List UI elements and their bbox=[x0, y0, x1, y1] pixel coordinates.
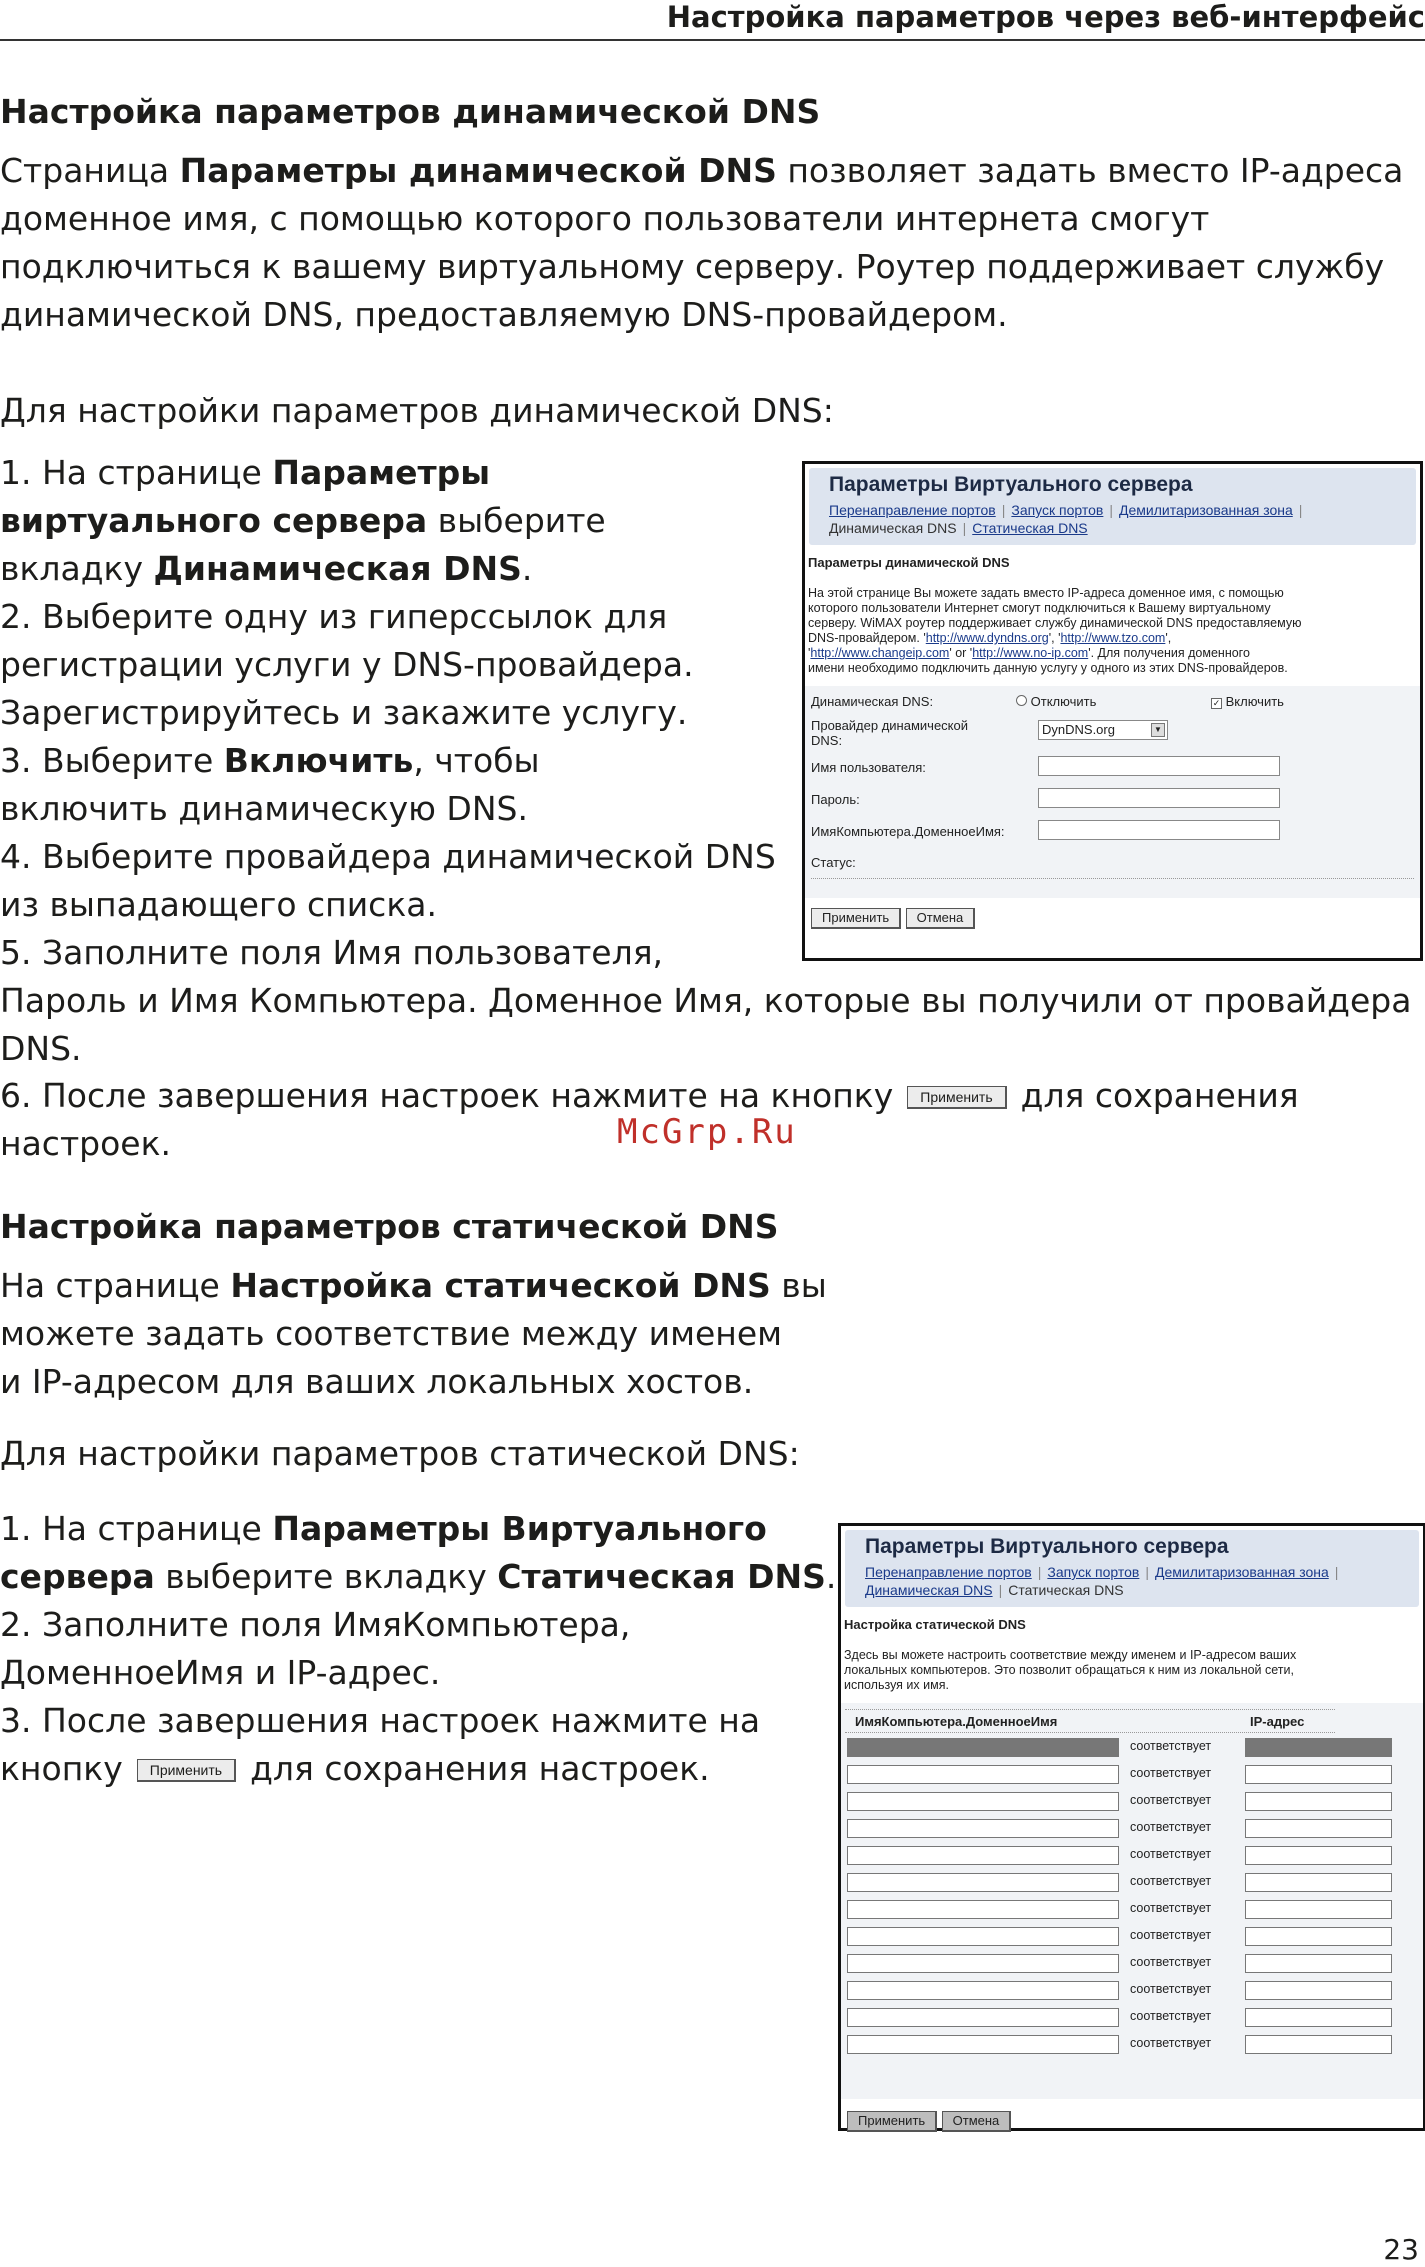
match-label: соответствует bbox=[1130, 1901, 1212, 1915]
match-label: соответствует bbox=[1130, 1820, 1212, 1834]
section2-step-last bbox=[0, 1745, 710, 1793]
hostname-input[interactable] bbox=[847, 1927, 1119, 1946]
hostname-input[interactable] bbox=[847, 1765, 1119, 1784]
step6-text-last: настроек. bbox=[0, 1124, 172, 1163]
hostname-input[interactable] bbox=[1038, 820, 1280, 840]
col-ip-header: IP-адрес bbox=[1250, 1714, 1305, 1729]
match-label: соответствует bbox=[1130, 1955, 1212, 1969]
shot2-subtitle: Настройка статической DNS bbox=[844, 1617, 1026, 1632]
match-label: соответствует bbox=[1130, 2009, 1212, 2023]
shot1-subtitle: Параметры динамической DNS bbox=[808, 555, 1010, 570]
chevron-down-icon: ▼ bbox=[1151, 723, 1165, 737]
text-run: выберите вкладку bbox=[154, 1557, 498, 1596]
provider-value: DynDNS.org bbox=[1042, 722, 1115, 737]
shot2-description bbox=[844, 1648, 1423, 1693]
tab-port-triggering[interactable]: Запуск портов bbox=[1011, 502, 1104, 518]
bold-term: Параметры динамической DNS bbox=[179, 151, 777, 190]
ip-input[interactable] bbox=[1245, 1792, 1392, 1811]
text-run: . bbox=[825, 1557, 837, 1596]
text-run: выберите bbox=[427, 501, 606, 540]
text-line bbox=[0, 195, 1403, 243]
text-run: На странице bbox=[0, 1266, 231, 1305]
section2-steps bbox=[0, 1505, 836, 1745]
watermark: McGrp.Ru bbox=[617, 1112, 797, 1152]
radio-off-label: Отключить bbox=[1030, 694, 1097, 709]
desc-line: 'http://www.changeip.com' or 'http://www.no-ip.com'. Для получения доменного bbox=[808, 646, 1250, 660]
text-run: ДоменноеИмя и IP-адрес. bbox=[0, 1653, 441, 1692]
hostname-input[interactable] bbox=[847, 1981, 1119, 2000]
match-label: соответствует bbox=[1130, 2036, 1212, 2050]
tab-static-dns[interactable]: Статическая DNS bbox=[972, 520, 1088, 536]
text-run: из выпадающего списка. bbox=[0, 885, 437, 924]
text-run: 2. Заполните поля ИмяКомпьютера, bbox=[0, 1605, 631, 1644]
match-label: соответствует bbox=[1130, 1982, 1212, 1996]
text-run: доменное имя, с помощью которого пользователи интернета смогут bbox=[0, 199, 1210, 238]
provider-label-2: DNS: bbox=[811, 733, 843, 748]
ip-input[interactable] bbox=[1245, 1873, 1392, 1892]
tab-dmz[interactable]: Демилитаризованная зона bbox=[1155, 1564, 1329, 1580]
ip-input[interactable] bbox=[1245, 1819, 1392, 1838]
row-provider bbox=[811, 718, 1414, 752]
provider-select[interactable] bbox=[1038, 720, 1168, 740]
ip-input[interactable] bbox=[1245, 2035, 1392, 2054]
row-hostname bbox=[811, 816, 1414, 848]
text-run: динамической DNS, предоставляемую DNS-провайдером. bbox=[0, 295, 1008, 334]
inline-apply-button-2: Применить bbox=[137, 1759, 236, 1782]
text-run: 3. Выберите bbox=[0, 741, 224, 780]
match-label: соответствует bbox=[1130, 1739, 1212, 1753]
screenshot-dynamic-dns bbox=[802, 461, 1423, 961]
hostname-input[interactable] bbox=[847, 1846, 1119, 1865]
shot1-header bbox=[809, 468, 1416, 545]
hostname-input[interactable] bbox=[847, 2035, 1119, 2054]
text-run: вкладку bbox=[0, 549, 154, 588]
shot1-buttons bbox=[805, 898, 1420, 939]
desc-line: используя их имя. bbox=[844, 1678, 949, 1692]
radio-on-label: Включить bbox=[1225, 694, 1284, 709]
text-line bbox=[0, 147, 1403, 195]
hostname-input[interactable] bbox=[847, 2008, 1119, 2027]
section1-lead: Для настройки параметров динамической DNS: bbox=[0, 391, 834, 430]
bold-term: Параметры bbox=[272, 453, 491, 492]
bold-term: сервера bbox=[0, 1557, 155, 1596]
apply-button[interactable]: Применить bbox=[847, 2111, 937, 2132]
text-run: Страница bbox=[0, 151, 180, 190]
bold-term: Динамическая DNS bbox=[153, 549, 522, 588]
section1-intro bbox=[0, 147, 1403, 339]
text-run: 1. На странице bbox=[0, 1509, 273, 1548]
ip-input[interactable] bbox=[1245, 1954, 1392, 1973]
tab-dynamic-dns[interactable]: Динамическая DNS bbox=[829, 520, 957, 536]
section-heading-dynamic-dns: Настройка параметров динамической DNS bbox=[0, 92, 821, 131]
text-line bbox=[0, 1358, 827, 1406]
desc-line: DNS-провайдером. 'http://www.dyndns.org', 'http://www.tzo.com', bbox=[808, 631, 1172, 645]
text-run: 5. Заполните поля Имя пользователя, bbox=[0, 933, 664, 972]
provider-label: Провайдер динамической bbox=[811, 718, 968, 733]
table-row bbox=[845, 1787, 1419, 1814]
shot1-title: Параметры Виртуального сервера bbox=[829, 473, 1193, 496]
shot2-header bbox=[845, 1530, 1419, 1607]
bold-term: виртуального сервера bbox=[0, 501, 428, 540]
tab-port-forwarding[interactable]: Перенаправление портов bbox=[865, 1564, 1032, 1580]
radio-on[interactable]: ✓ bbox=[1212, 698, 1221, 708]
desc-line: которого пользователи Интернет смогут подключиться к Вашему виртуальному bbox=[808, 601, 1271, 615]
desc-line: На этой странице Вы можете задать вместо IP-адреса доменное имя, с помощью bbox=[808, 586, 1284, 600]
text-line bbox=[0, 1505, 836, 1553]
tab-port-forwarding[interactable]: Перенаправление портов bbox=[829, 502, 996, 518]
text-line bbox=[0, 243, 1403, 291]
link-changeip[interactable]: http://www.changeip.com bbox=[810, 646, 950, 660]
table-row bbox=[845, 1895, 1419, 1922]
ip-input[interactable] bbox=[1245, 1927, 1392, 1946]
ip-input[interactable] bbox=[1245, 1846, 1392, 1865]
link-dyndns[interactable]: http://www.dyndns.org bbox=[925, 631, 1049, 645]
match-label: соответствует bbox=[1130, 1928, 1212, 1942]
shot2-tabs: Перенаправление портов | Запуск портов | Демилитаризованная зона | Динамическая DNS | Статическая DNS bbox=[865, 1564, 1339, 1598]
username-label: Имя пользователя: bbox=[811, 760, 926, 775]
text-run: и IP-адресом для ваших локальных хостов. bbox=[0, 1362, 754, 1401]
row-username bbox=[811, 752, 1414, 784]
row-password bbox=[811, 784, 1414, 816]
table-row bbox=[845, 2003, 1419, 2030]
link-tzo[interactable]: http://www.tzo.com bbox=[1060, 631, 1166, 645]
text-run: DNS. bbox=[0, 1029, 82, 1068]
text-run: включить динамическую DNS. bbox=[0, 789, 528, 828]
table-row bbox=[845, 1760, 1419, 1787]
section2-intro bbox=[0, 1262, 827, 1406]
text-line bbox=[0, 1553, 836, 1601]
step6-text-after: для сохранения bbox=[1020, 1076, 1299, 1115]
ip-input[interactable] bbox=[1245, 2008, 1392, 2027]
hostname-input[interactable] bbox=[847, 1954, 1119, 1973]
screenshot-static-dns bbox=[838, 1523, 1425, 2131]
ip-input[interactable] bbox=[1245, 1981, 1392, 2000]
apply-button[interactable]: Применить bbox=[811, 908, 901, 929]
tab-port-triggering[interactable]: Запуск портов bbox=[1047, 1564, 1140, 1580]
shot2-title: Параметры Виртуального сервера bbox=[865, 1535, 1229, 1558]
shot2-buttons bbox=[841, 2099, 1423, 2144]
table-header bbox=[845, 1710, 1419, 1732]
desc-line: локальных компьютеров. Это позволит обращаться к ним из локальной сети, bbox=[844, 1663, 1294, 1677]
status-label: Статус: bbox=[811, 855, 856, 870]
shot2-table bbox=[841, 1703, 1423, 2099]
inline-apply-button: Применить bbox=[907, 1086, 1006, 1109]
text-run: Пароль и Имя Компьютера. Доменное Имя, которые вы получили от провайдера bbox=[0, 981, 1412, 1020]
hostname-label: ИмяКомпьютера.ДоменноеИмя: bbox=[811, 824, 1005, 839]
match-label: соответствует bbox=[1130, 1847, 1212, 1861]
table-row bbox=[845, 1922, 1419, 1949]
step6-text: 6. После завершения настроек нажмите на кнопку bbox=[0, 1076, 894, 1115]
row-status bbox=[811, 848, 1414, 878]
text-run: , чтобы bbox=[413, 741, 540, 780]
text-run: 1. На странице bbox=[0, 453, 273, 492]
step-last-text-after: для сохранения настроек. bbox=[250, 1749, 710, 1788]
ip-input[interactable] bbox=[1245, 1738, 1392, 1757]
text-line bbox=[0, 1262, 827, 1310]
text-run: регистрации услуги у DNS-провайдера. bbox=[0, 645, 694, 684]
text-run: подключиться к вашему виртуальному серверу. Роутер поддерживает службу bbox=[0, 247, 1385, 286]
table-row bbox=[845, 2030, 1419, 2057]
tab-static-dns[interactable]: Статическая DNS bbox=[1008, 1582, 1124, 1598]
match-label: соответствует bbox=[1130, 1874, 1212, 1888]
text-line bbox=[0, 1601, 836, 1649]
text-run: вы bbox=[770, 1266, 827, 1305]
hostname-input[interactable] bbox=[847, 1738, 1119, 1757]
header-divider bbox=[0, 39, 1425, 41]
table-row bbox=[845, 1949, 1419, 1976]
radio-on-group bbox=[1211, 694, 1284, 709]
hostname-input[interactable] bbox=[847, 1819, 1119, 1838]
cancel-button[interactable]: Отмена bbox=[942, 2111, 1012, 2132]
match-label: соответствует bbox=[1130, 1766, 1212, 1780]
divider bbox=[811, 878, 1414, 879]
hostname-input[interactable] bbox=[847, 1873, 1119, 1892]
link-noip[interactable]: http://www.no-ip.com bbox=[972, 646, 1089, 660]
hostname-input[interactable] bbox=[847, 1792, 1119, 1811]
tab-dmz[interactable]: Демилитаризованная зона bbox=[1119, 502, 1293, 518]
table-rows bbox=[845, 1733, 1419, 2057]
text-run: . bbox=[521, 549, 533, 588]
text-line bbox=[0, 977, 1411, 1025]
bold-term: Включить bbox=[223, 741, 414, 780]
ip-input[interactable] bbox=[1245, 1765, 1392, 1784]
ip-input[interactable] bbox=[1245, 1900, 1392, 1919]
text-run: 2. Выберите одну из гиперссылок для bbox=[0, 597, 668, 636]
shot1-form bbox=[805, 686, 1420, 898]
table-row bbox=[845, 1841, 1419, 1868]
text-run: Зарегистрируйтесь и закажите услугу. bbox=[0, 693, 688, 732]
table-row bbox=[845, 1733, 1419, 1760]
username-input[interactable] bbox=[1038, 756, 1280, 776]
radio-off[interactable] bbox=[1016, 695, 1027, 706]
bold-term: Настройка статической DNS bbox=[230, 1266, 771, 1305]
tab-dynamic-dns[interactable]: Динамическая DNS bbox=[865, 1582, 993, 1598]
step-last-text: кнопку bbox=[0, 1749, 123, 1788]
cancel-button[interactable]: Отмена bbox=[906, 908, 976, 929]
text-line bbox=[0, 1697, 836, 1745]
text-run: можете задать соответствие между именем bbox=[0, 1314, 783, 1353]
text-run: 3. После завершения настроек нажмите на bbox=[0, 1701, 761, 1740]
table-row bbox=[845, 1814, 1419, 1841]
text-line bbox=[0, 1310, 827, 1358]
ddns-label: Динамическая DNS: bbox=[811, 694, 934, 709]
col-host-header: ИмяКомпьютера.ДоменноеИмя bbox=[855, 1714, 1058, 1729]
bold-term: Статическая DNS bbox=[497, 1557, 826, 1596]
page-number: 23 bbox=[1383, 2233, 1419, 2266]
running-header: Настройка параметров через веб-интерфейс bbox=[666, 0, 1425, 34]
shot1-description bbox=[808, 586, 1420, 676]
password-input[interactable] bbox=[1038, 788, 1280, 808]
radio-off-group bbox=[1016, 694, 1096, 709]
desc-line: Здесь вы можете настроить соответствие между именем и IP-адресом ваших bbox=[844, 1648, 1297, 1662]
bold-term: Параметры Виртуального bbox=[272, 1509, 767, 1548]
table-row bbox=[845, 1976, 1419, 2003]
text-line bbox=[0, 291, 1403, 339]
desc-line: серверу. WiMAX роутер поддерживает службу динамической DNS предоставляемую bbox=[808, 616, 1302, 630]
text-run: 4. Выберите провайдера динамической DNS bbox=[0, 837, 776, 876]
text-line bbox=[0, 1025, 1411, 1073]
row-ddns-toggle bbox=[811, 694, 1414, 718]
section2-lead: Для настройки параметров статической DNS: bbox=[0, 1434, 800, 1473]
password-label: Пароль: bbox=[811, 792, 860, 807]
hostname-input[interactable] bbox=[847, 1900, 1119, 1919]
shot1-tabs: Перенаправление портов | Запуск портов | Демилитаризованная зона | Динамическая DNS | Статическая DNS bbox=[829, 502, 1303, 536]
table-row bbox=[845, 1868, 1419, 1895]
text-run: позволяет задать вместо IP-адреса bbox=[776, 151, 1404, 190]
match-label: соответствует bbox=[1130, 1793, 1212, 1807]
section-heading-static-dns: Настройка параметров статической DNS bbox=[0, 1207, 779, 1246]
text-line bbox=[0, 1649, 836, 1697]
desc-line: имени необходимо подключить данную услугу у одного из этих DNS-провайдеров. bbox=[808, 661, 1288, 675]
